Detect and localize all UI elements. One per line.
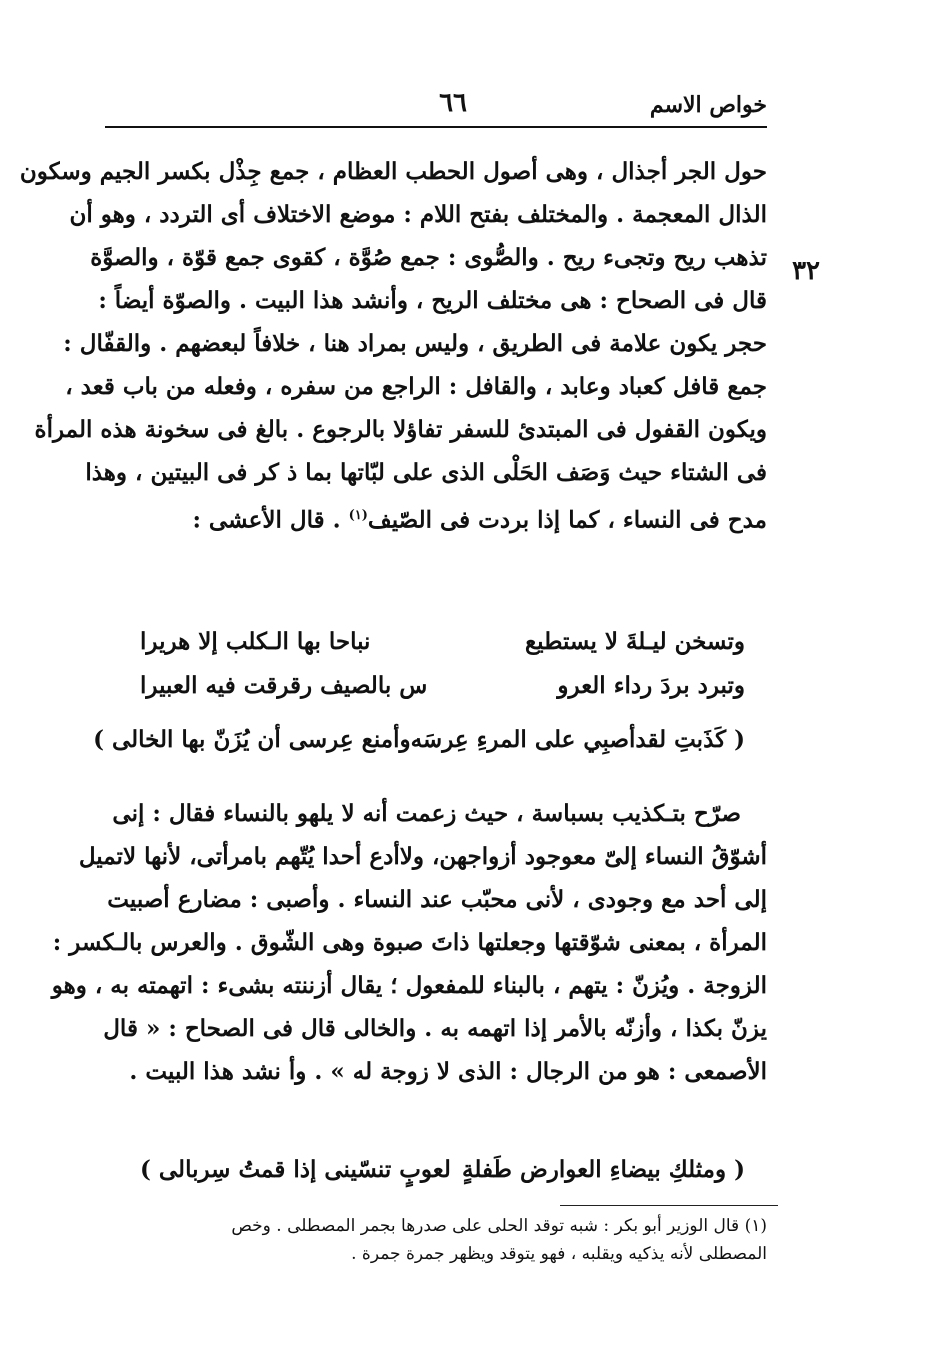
text-line-fragment: مدح فى النساء ، كما إذا بردت فى الصّيف <box>367 506 767 534</box>
text-line: فى الشتاء حيث وَصَف الحَلْى الذى على لبّاتها بما ذ كر فى البيتين ، وهذا <box>85 459 767 486</box>
text-line <box>105 494 767 537</box>
text-line: المرأة ، بمعنى شوّقتها وجعلتها ذاتَ صبوة وهى الشّوق . والعرس بالـكسر : <box>52 929 767 956</box>
verse-line <box>140 664 745 708</box>
text-line-fragment: . قال الأعشى : <box>192 506 341 534</box>
verse-first-hemistich: ( كَذَبتِ لقدأصبِي على المرءِ عِرسَه <box>410 726 745 753</box>
verse-second-hemistich: نباحا بها الـكلب إلا هريرا <box>140 628 371 655</box>
margin-verse-number: ٣٢ <box>792 256 820 286</box>
footnote-marker: (١) <box>348 508 368 523</box>
verse-first-hemistich: ( ومثلكِ بيضاءِ العوارض طَفلةٍ <box>462 1156 745 1183</box>
footnote-line: المصطلى لأنه يذكيه ويقلبه ، فهو يتوقد ويظهر جمرة جمرة . <box>351 1244 767 1264</box>
text-line: يزنّ بكذا ، وأزنّه بالأمر إذا اتهمه به . والخالى قال فى الصحاح : « قال <box>103 1015 767 1042</box>
poem-block-2 <box>140 1148 745 1192</box>
paragraph-2 <box>51 792 767 1093</box>
text-line: الزوجة . ويُزنّ : يتهم ، بالبناء للمفعول ؛ يقال أزننته بشىء : اتهمته به ، وهو <box>51 972 767 999</box>
text-line: ويكون القفول فى المبتدئ للسفر تفاؤلا بالرجوع . بالغ فى سخونة هذه المرأة <box>34 416 767 443</box>
text-line: أشوّقُ النساء إلىّ معوجود أزواجهن، ولاأدع أحدا يُتّهم بامرأتى، لأنها لاتميل <box>78 843 767 870</box>
verse-first-hemistich: وتبرد بردَ رداء العرو <box>557 672 745 699</box>
footnote-separator <box>560 1205 778 1206</box>
verse-line <box>93 718 745 762</box>
page-header <box>105 82 767 128</box>
verse-second-hemistich: لعوبٍ تنسّينى إذا قمتُ سِربالى ) <box>140 1156 451 1183</box>
verse-first-hemistich: وتسخن ليـلةَ لا يستطيع <box>524 628 745 655</box>
text-line: حول الجر أجذال ، وهى أصول الحطب العظام ، جمع جِذْل بكسر الجيم وسكون <box>19 158 767 185</box>
text-line: الأصمعى : هو من الرجال : الذى لا زوجة له » . وأ نشد هذا البيت . <box>129 1058 767 1085</box>
text-line: حجر يكون علامة فى الطريق ، وليس بمراد هنا ، خلافاً لبعضهم . والقفّال : <box>63 330 767 357</box>
verse-line <box>140 1148 745 1192</box>
text-line: الذال المعجمة . والمختلف بفتح اللام : موضع الاختلاف أى التردد ، وهو أن <box>69 201 767 228</box>
footnotes <box>105 1212 767 1268</box>
footnote-line: (١) قال الوزير أبو بكر : شبه توقد الحلى على صدرها بجمر المصطلى . وخص <box>231 1216 767 1236</box>
text-line: جمع قافل كعباد وعابد ، والقافل : الراجع من سفره ، وفعله من باب قعد ، <box>65 373 767 400</box>
text-line: قال فى الصحاح : هى مختلف الريح ، وأنشد هذا البيت . والصوّة أيضاً : <box>98 287 767 314</box>
poem-block-1 <box>93 620 745 762</box>
text-line: إلى أحد مع وجودى ، لأنى محبّب عند النساء . وأصبى : مضارع أصبيت <box>107 886 767 913</box>
verse-second-hemistich: س بالصيف رقرقت فيه العبيرا <box>140 672 428 699</box>
verse-line <box>140 620 745 664</box>
paragraph-1 <box>19 150 767 537</box>
verse-second-hemistich: وأمنع عِرسى أن يُزَنّ بها الخالى ) <box>93 726 411 753</box>
running-title: خواص الاسم <box>649 92 767 118</box>
text-line: صرّح بتـكذيب بسباسة ، حيث زعمت أنه لا يلهو بالنساء فقال : إنى <box>112 800 741 827</box>
page-number: ٦٦ <box>439 88 467 118</box>
text-line: تذهب ريح وتجىء ريح . والصُّوى : جمع صُوَّة ، كقوى جمع قوّة ، والصوَّة <box>90 244 767 271</box>
